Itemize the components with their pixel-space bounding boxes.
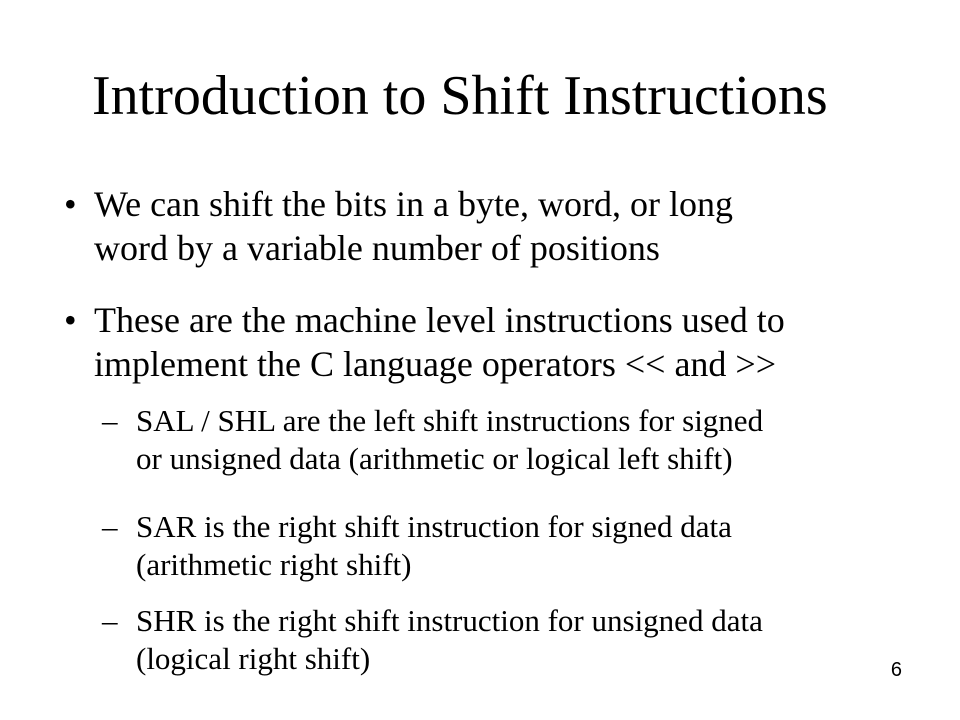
bullet-marker: • [64, 184, 77, 224]
sub-bullet-text [136, 508, 906, 584]
bullet-text [94, 298, 924, 386]
bullet-text [94, 182, 924, 270]
sub-bullet-line: (arithmetic right shift) [136, 547, 412, 582]
bullet-marker: • [64, 300, 77, 340]
sub-bullet-line: SHR is the right shift instruction for unsigned data [136, 603, 763, 638]
page-number: 6 [890, 659, 902, 681]
sub-bullet-marker: – [102, 509, 118, 544]
bullet-line: We can shift the bits in a byte, word, or long [94, 184, 733, 224]
bullet-line: word by a variable number of positions [94, 228, 660, 268]
bullet-line: These are the machine level instructions used to [94, 300, 785, 340]
sub-bullet-line: or unsigned data (arithmetic or logical left shift) [136, 441, 733, 476]
sub-bullet-text [136, 602, 906, 678]
sub-bullet-line: SAL / SHL are the left shift instructions for signed [136, 403, 764, 438]
sub-bullet-line: (logical right shift) [136, 641, 371, 676]
bullet-line: implement the C language operators << and >> [94, 344, 777, 384]
sub-bullet-marker: – [102, 603, 118, 638]
sub-bullet-text [136, 402, 906, 478]
sub-bullet-marker: – [102, 403, 118, 438]
sub-bullet-line: SAR is the right shift instruction for signed data [136, 509, 732, 544]
slide-title: Introduction to Shift Instructions [92, 65, 828, 127]
